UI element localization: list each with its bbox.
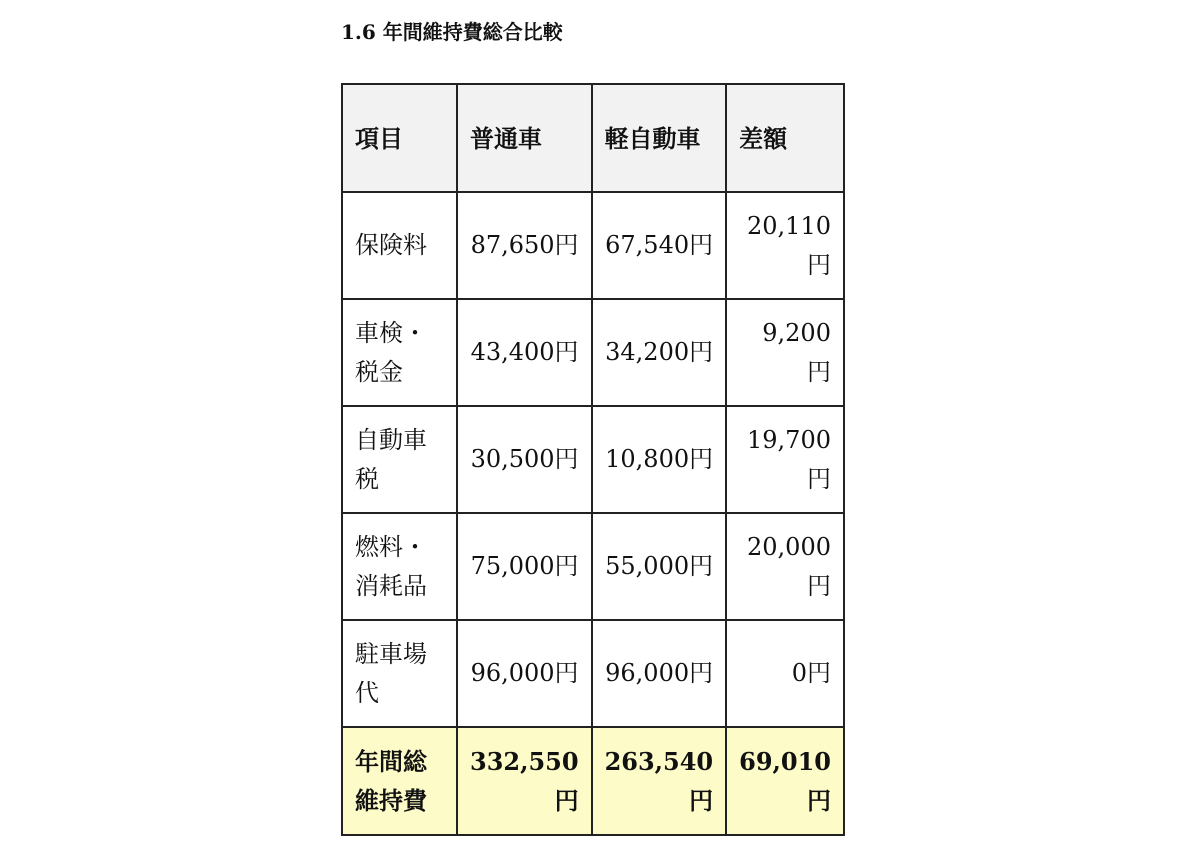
row-kei-value: 67,540円 xyxy=(592,192,727,299)
header-regular-car: 普通車 xyxy=(457,84,592,192)
row-kei-value: 55,000円 xyxy=(592,513,727,620)
row-item: 車検・税金 xyxy=(342,299,457,406)
row-item: 自動車税 xyxy=(342,406,457,513)
row-item: 保険料 xyxy=(342,192,457,299)
total-kei-value: 263,540円 xyxy=(592,727,727,835)
table-row xyxy=(342,406,844,513)
row-diff-value: 9,200円 xyxy=(726,299,844,406)
row-regular-value: 30,500円 xyxy=(457,406,592,513)
row-regular-value: 87,650円 xyxy=(457,192,592,299)
row-item: 燃料・消耗品 xyxy=(342,513,457,620)
header-difference: 差額 xyxy=(726,84,844,192)
total-item: 年間総維持費 xyxy=(342,727,457,835)
row-kei-value: 10,800円 xyxy=(592,406,727,513)
total-regular-value: 332,550円 xyxy=(457,727,592,835)
row-regular-value: 96,000円 xyxy=(457,620,592,727)
section-title: 1.6 年間維持費総合比較 xyxy=(341,20,563,44)
row-kei-value: 96,000円 xyxy=(592,620,727,727)
table-row xyxy=(342,620,844,727)
table-total-row xyxy=(342,727,844,835)
header-kei-car: 軽自動車 xyxy=(592,84,727,192)
row-diff-value: 20,110円 xyxy=(726,192,844,299)
row-diff-value: 19,700円 xyxy=(726,406,844,513)
total-diff-value: 69,010円 xyxy=(726,727,844,835)
row-item: 駐車場代 xyxy=(342,620,457,727)
row-diff-value: 0円 xyxy=(726,620,844,727)
header-item: 項目 xyxy=(342,84,457,192)
row-regular-value: 43,400円 xyxy=(457,299,592,406)
row-diff-value: 20,000円 xyxy=(726,513,844,620)
maintenance-cost-table xyxy=(341,83,845,836)
table-header-row xyxy=(342,84,844,192)
row-kei-value: 34,200円 xyxy=(592,299,727,406)
table-row xyxy=(342,192,844,299)
table-row xyxy=(342,513,844,620)
row-regular-value: 75,000円 xyxy=(457,513,592,620)
table-row xyxy=(342,299,844,406)
